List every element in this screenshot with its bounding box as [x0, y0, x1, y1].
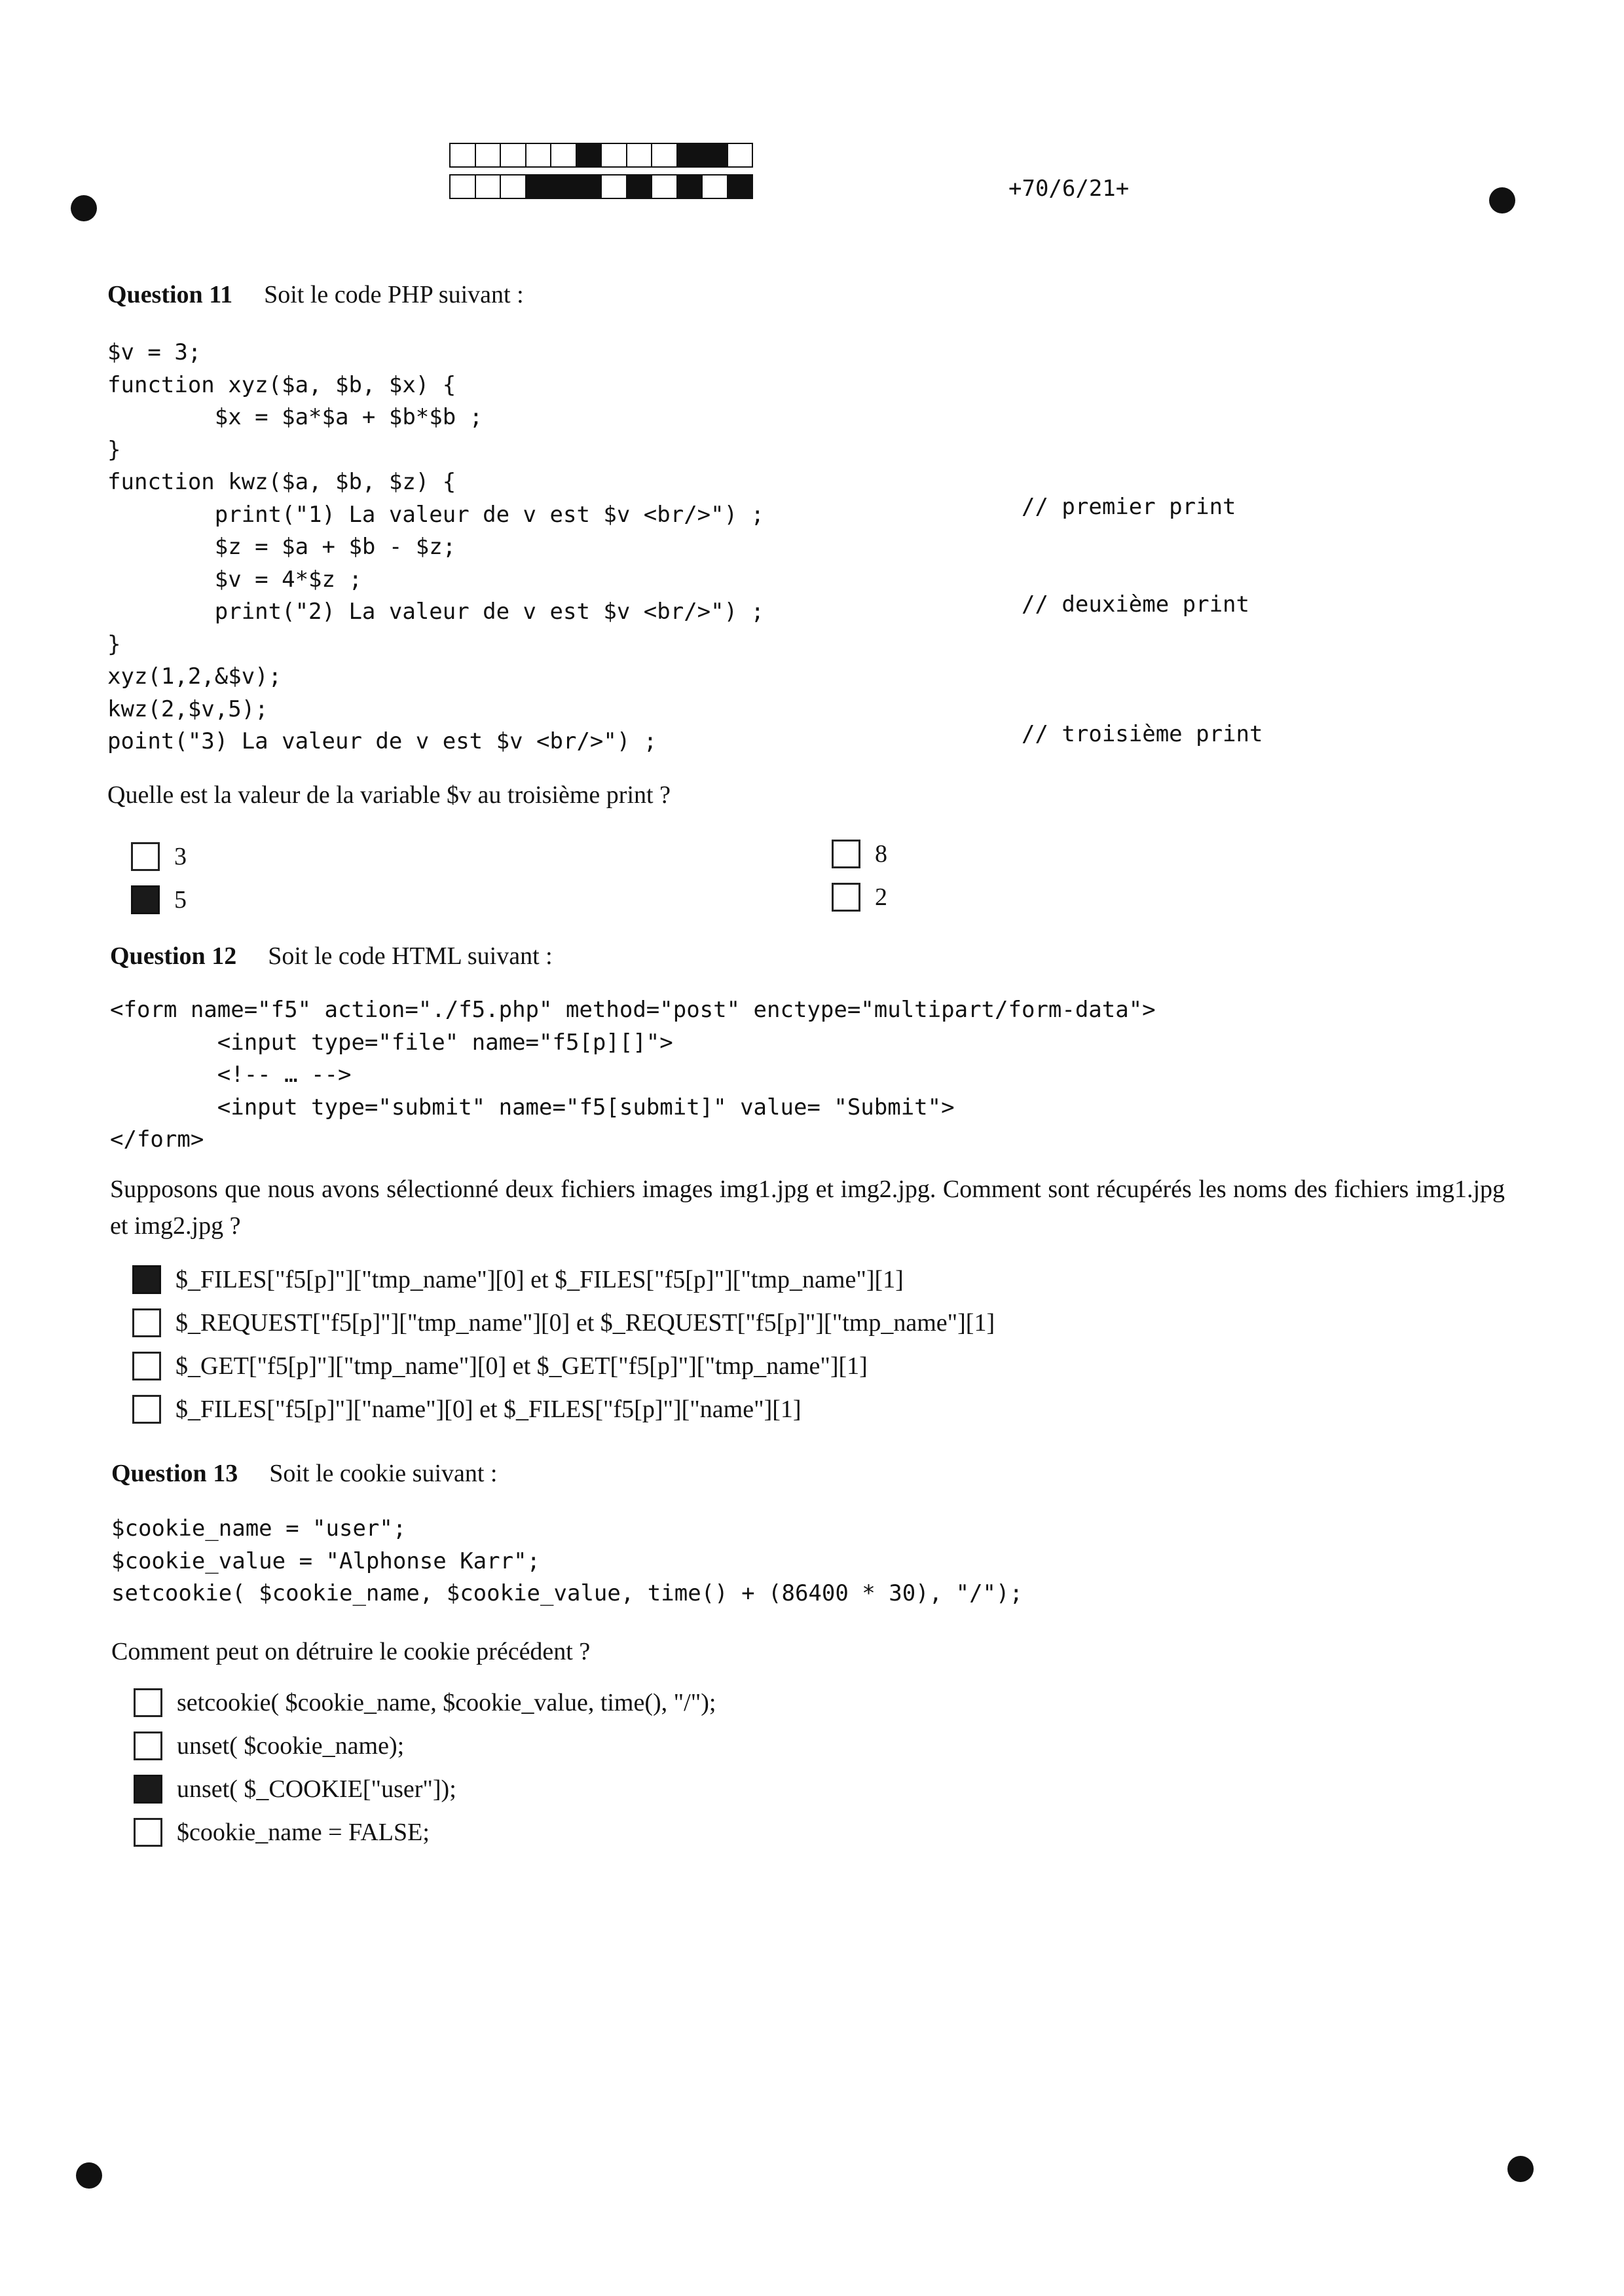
- barcode-cell: [551, 176, 577, 198]
- barcode-cell: [678, 144, 703, 166]
- checkbox[interactable]: [132, 1395, 161, 1424]
- sheet-barcode-row-2: [449, 174, 753, 199]
- barcode-cell: [602, 144, 627, 166]
- barcode-cell: [652, 176, 678, 198]
- question-12-option-c[interactable]: [132, 1352, 868, 1380]
- checkbox[interactable]: [134, 1818, 162, 1847]
- option-label: unset( $_COOKIE["user"]);: [177, 1775, 456, 1803]
- barcode-cell: [627, 144, 653, 166]
- barcode-cell: [501, 176, 526, 198]
- comment-troisieme-print: // troisième print: [1022, 721, 1263, 747]
- question-12-option-b[interactable]: [132, 1308, 995, 1337]
- option-label: 2: [875, 883, 887, 911]
- checkbox[interactable]: [132, 1265, 161, 1294]
- checkbox[interactable]: [131, 885, 160, 914]
- registration-mark-top-left: [71, 195, 97, 221]
- registration-mark-bottom-left: [76, 2162, 102, 2189]
- question-12-number: Question 12: [110, 942, 237, 970]
- option-label: $_REQUEST["f5[p]"]["tmp_name"][0] et $_REQUEST["f5[p]"]["tmp_name"][1]: [175, 1309, 995, 1337]
- checkbox[interactable]: [134, 1775, 162, 1804]
- question-11-code: $v = 3; function xyz($a, $b, $x) { $x = $a*$a + $b*$b ; } function kwz($a, $b, $z) { print("1) La valeur de v est $v <br/>") ; $z = $a + $b - $z; $v = 4*$z ; print("2) La valeur de v est $v <br/>") ; } xyz(1,2,&$v); kwz(2,$v,5); point("3) La valeur de v est $v <br/>") ;: [107, 339, 765, 754]
- option-label: $_GET["f5[p]"]["tmp_name"][0] et $_GET["f5[p]"]["tmp_name"][1]: [175, 1352, 868, 1380]
- barcode-cell: [602, 176, 627, 198]
- checkbox[interactable]: [131, 842, 160, 871]
- question-11-intro: Soit le code PHP suivant :: [264, 281, 524, 308]
- barcode-cell: [728, 144, 752, 166]
- barcode-cell: [501, 144, 526, 166]
- barcode-cell: [577, 176, 602, 198]
- sheet-code: +70/6/21+: [1008, 176, 1130, 202]
- question-13-number: Question 13: [111, 1460, 238, 1487]
- barcode-cell: [551, 144, 577, 166]
- question-11-option-a[interactable]: [131, 842, 187, 871]
- barcode-cell: [703, 144, 728, 166]
- option-label: 5: [174, 886, 187, 914]
- question-11-option-c[interactable]: [832, 840, 887, 868]
- question-13-prompt: Comment peut on détruire le cookie précédent ?: [111, 1638, 591, 1665]
- barcode-cell: [476, 176, 502, 198]
- checkbox[interactable]: [134, 1731, 162, 1760]
- checkbox[interactable]: [132, 1352, 161, 1380]
- option-label: $_FILES["f5[p]"]["name"][0] et $_FILES["f5[p]"]["name"][1]: [175, 1396, 802, 1423]
- barcode-cell: [476, 144, 502, 166]
- registration-mark-top-right: [1489, 187, 1515, 213]
- question-12-intro: Soit le code HTML suivant :: [268, 942, 553, 970]
- barcode-cell: [451, 144, 476, 166]
- question-12-option-a[interactable]: [132, 1265, 904, 1294]
- checkbox[interactable]: [832, 840, 860, 868]
- question-11-prompt: Quelle est la valeur de la variable $v au troisième print ?: [107, 781, 671, 809]
- question-12-code: <form name="f5" action="./f5.php" method="post" enctype="multipart/form-data"> <input type="file" name="f5[p][]"> <!-- … --> <input type="submit" name="f5[submit]" value= "Submit"> </form>: [110, 997, 1156, 1153]
- comment-deuxieme-print: // deuxième print: [1022, 591, 1249, 618]
- question-12-prompt: Supposons que nous avons sélectionné deux fichiers images img1.jpg et img2.jpg. Comment sont récupérés les noms des fichiers img1.jpg et img2.jpg ?: [110, 1176, 1505, 1240]
- comment-premier-print: // premier print: [1022, 494, 1236, 520]
- checkbox[interactable]: [832, 883, 860, 912]
- barcode-cell: [678, 176, 703, 198]
- barcode-cell: [728, 176, 752, 198]
- barcode-cell: [577, 144, 602, 166]
- question-11-option-d[interactable]: [832, 883, 887, 912]
- question-13-intro: Soit le cookie suivant :: [269, 1460, 498, 1487]
- checkbox[interactable]: [134, 1688, 162, 1717]
- question-11-number: Question 11: [107, 281, 233, 308]
- question-13-option-c[interactable]: [134, 1775, 456, 1804]
- option-label: 3: [174, 843, 187, 870]
- question-13-option-d[interactable]: [134, 1818, 430, 1847]
- barcode-cell: [526, 176, 552, 198]
- checkbox[interactable]: [132, 1308, 161, 1337]
- question-13-option-a[interactable]: [134, 1688, 716, 1717]
- barcode-cell: [526, 144, 552, 166]
- barcode-cell: [703, 176, 728, 198]
- barcode-cell: [451, 176, 476, 198]
- question-12-option-d[interactable]: [132, 1395, 802, 1424]
- question-11-option-b[interactable]: [131, 885, 187, 914]
- question-12-title: [110, 942, 553, 971]
- question-13-option-b[interactable]: [134, 1731, 404, 1760]
- barcode-cell: [627, 176, 653, 198]
- question-11-title: [107, 280, 524, 309]
- barcode-cell: [652, 144, 678, 166]
- question-13-code: $cookie_name = "user"; $cookie_value = "Alphonse Karr"; setcookie( $cookie_name, $cookie_value, time() + (86400 * 30), "/");: [111, 1515, 1023, 1606]
- sheet-barcode-row-1: [449, 143, 753, 168]
- option-label: $cookie_name = FALSE;: [177, 1819, 430, 1846]
- option-label: setcookie( $cookie_name, $cookie_value, time(), "/");: [177, 1689, 716, 1716]
- option-label: 8: [875, 840, 887, 868]
- question-13-title: [111, 1459, 498, 1488]
- registration-mark-bottom-right: [1507, 2156, 1534, 2182]
- option-label: $_FILES["f5[p]"]["tmp_name"][0] et $_FILES["f5[p]"]["tmp_name"][1]: [175, 1266, 904, 1293]
- option-label: unset( $cookie_name);: [177, 1732, 405, 1760]
